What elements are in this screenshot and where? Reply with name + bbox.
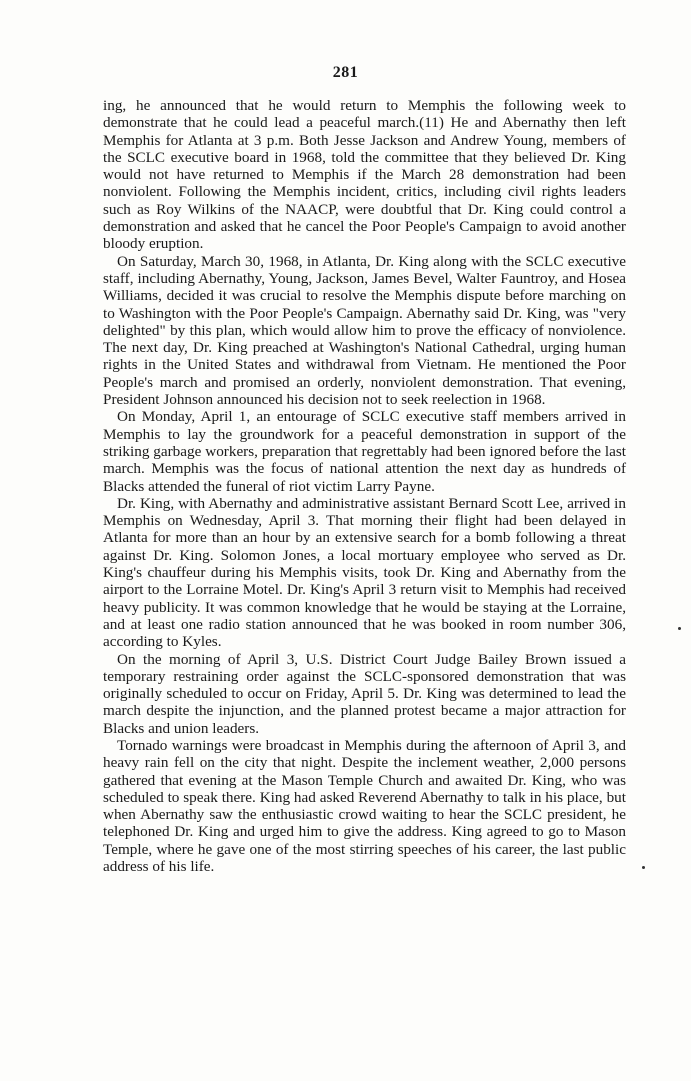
paragraph-5: On the morning of April 3, U.S. District Court Judge Bailey Brown issued a temporary restraining order against the SCLC-sponsored demonstration that was originally scheduled to occur on Friday, April 5. Dr. King was determined to lead the march despite the injunction, and the planned protest became a major attraction for Blacks and union leaders.: [103, 650, 626, 737]
body-text: [103, 97, 626, 875]
paragraph-6: Tornado warnings were broadcast in Memphis during the afternoon of April 3, and heavy rain fell on the city that night. Despite the inclement weather, 2,000 persons gathered that evening at the Mason Temple Church and awaited Dr. King, who was scheduled to speak there. King had asked Reverend Abernathy to talk in his place, but when Abernathy saw the enthusiastic crowd waiting to hear the SCLC president, he telephoned Dr. King and urged him to give the address. King agreed to go to Mason Temple, where he gave one of the most stirring speeches of his career, the last public address of his life.: [103, 736, 626, 876]
margin-speck: [678, 627, 681, 630]
page-number: 281: [332, 64, 359, 81]
paragraph-4: Dr. King, with Abernathy and administrative assistant Bernard Scott Lee, arrived in Memphis on Wednesday, April 3. That morning their flight had been delayed in Atlanta for more than an hour by an extensive search for a bomb following a threat against Dr. King. Solomon Jones, a local mortuary employee who served as Dr. King's chauffeur during his Memphis visits, took Dr. King and Abernathy from the airport to the Lorraine Motel. Dr. King's April 3 return visit to Memphis had received heavy publicity. It was common knowledge that he would be staying at the Lorraine, and at least one radio station announced that he was booked in room number 306, according to Kyles.: [103, 494, 626, 651]
margin-speck: [642, 866, 645, 869]
paragraph-2: On Saturday, March 30, 1968, in Atlanta, Dr. King along with the SCLC executive staff, including Abernathy, Young, Jackson, James Bevel, Walter Fauntroy, and Hosea Williams, decided it was crucial to resolve the Memphis dispute before marching on to Washington with the Poor People's Campaign. Abernathy said Dr. King, was "very delighted" by this plan, which would allow him to prove the efficacy of nonviolence. The next day, Dr. King preached at Washington's National Cathedral, urging human rights in the United States and withdrawal from Vietnam. He mentioned the Poor People's march and promised an orderly, nonviolent demonstration. That evening, President Johnson announced his decision not to seek reelection in 1968.: [103, 252, 626, 409]
paragraph-1: ing, he announced that he would return to Memphis the following week to demonstrate that he could lead a peaceful march.(11) He and Abernathy then left Memphis for Atlanta at 3 p.m. Both Jesse Jackson and Andrew Young, members of the SCLC executive board in 1968, told the committee that they believed Dr. King would not have returned to Memphis if the March 28 demonstration had been nonviolent. Following the Memphis incident, critics, including civil rights leaders such as Roy Wilkins of the NAACP, were doubtful that Dr. King could control a demonstration and asked that he cancel the Poor People's Campaign to avoid another bloody eruption.: [103, 97, 626, 253]
paragraph-3: On Monday, April 1, an entourage of SCLC executive staff members arrived in Memphis to lay the groundwork for a peaceful demonstration in support of the striking garbage workers, preparation that regrettably had been ignored before the last march. Memphis was the focus of national attention the next day as hundreds of Blacks attended the funeral of riot victim Larry Payne.: [103, 408, 626, 495]
